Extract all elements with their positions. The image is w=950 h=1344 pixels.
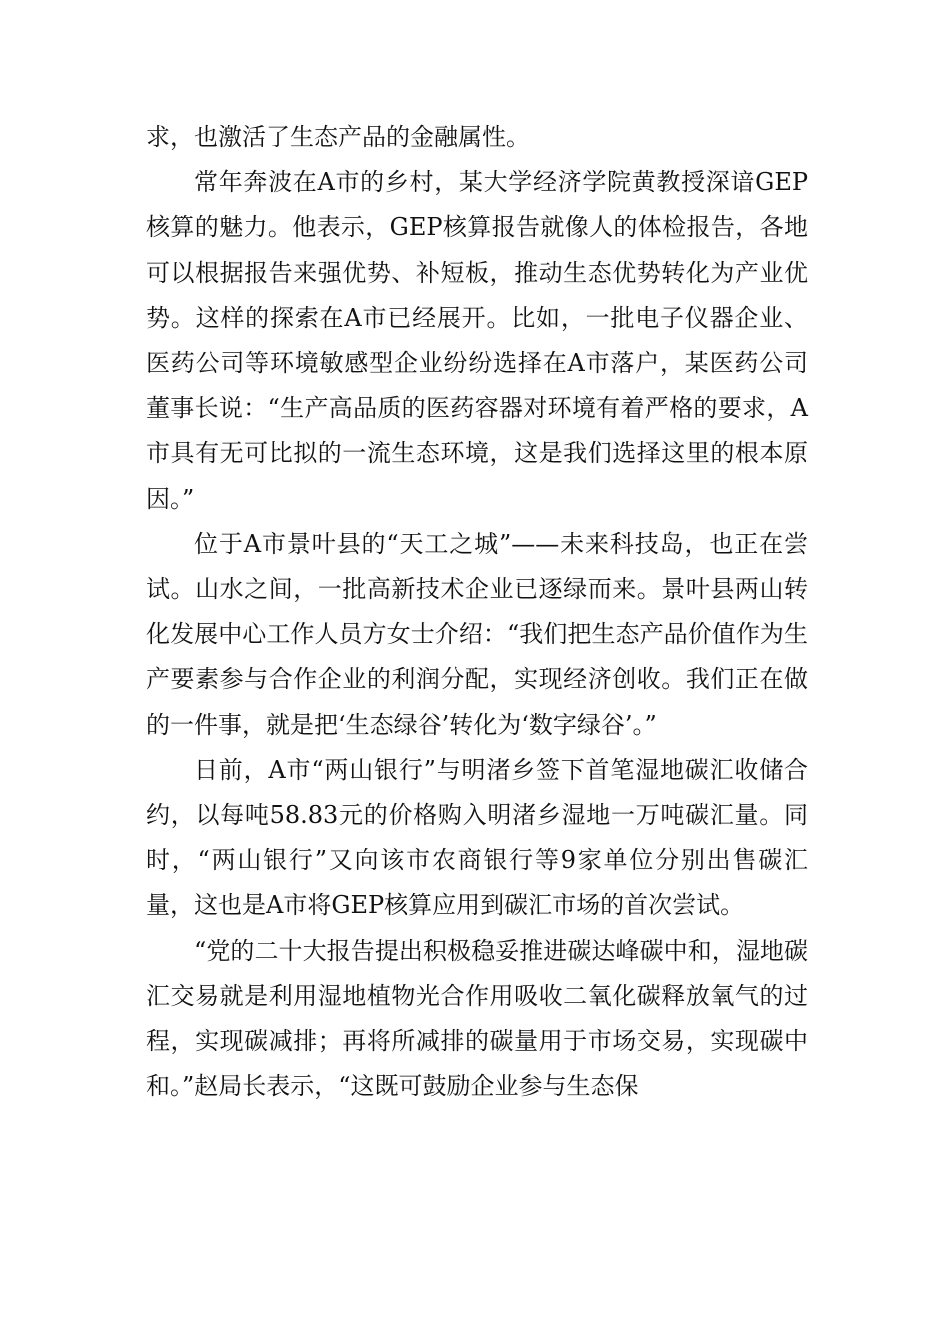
paragraph-carbon-sink-contract: 日前，A市“两山银行”与明渚乡签下首笔湿地碳汇收储合约，以每吨58.83元的价格购入明渚乡湿地一万吨碳汇量。同时，“两山银行”又向该市农商银行等9家单位分别出售碳汇量，这也是A市将GEP核算应用到碳汇市场的首次尝试。 [146, 755, 808, 920]
paragraph-continuation: 求，也激活了生态产品的金融属性。 [146, 123, 530, 151]
paragraph-future-tech-island: 位于A市景叶县的“天工之城”——未来科技岛，也正在尝试。山水之间，一批高新技术企业已逐绿而来。景叶县两山转化发展中心工作人员方女士介绍：“我们把生态产品价值作为生产要素参与合作企业的利润分配，实现经济创收。我们正在做的一件事，就是把‘生态绿谷’转化为‘数字绿谷’。” [146, 529, 808, 739]
document-body [146, 115, 808, 1109]
paragraph-professor-huang: 常年奔波在A市的乡村，某大学经济学院黄教授深谙GEP核算的魅力。他表示，GEP核算报告就像人的体检报告，各地可以根据报告来强优势、补短板，推动生态优势转化为产业优势。这样的探索在A市已经展开。比如，一批电子仪器企业、医药公司等环境敏感型企业纷纷选择在A市落户，某医药公司董事长说：“生产高品质的医药容器对环境有着严格的要求，A市具有无可比拟的一流生态环境，这是我们选择这里的根本原因。” [146, 168, 808, 513]
paragraph-carbon-neutrality-quote: “党的二十大报告提出积极稳妥推进碳达峰碳中和，湿地碳汇交易就是利用湿地植物光合作用吸收二氧化碳释放氧气的过程，实现碳减排；再将所减排的碳量用于市场交易，实现碳中和。”赵局长表示，“这既可鼓励企业参与生态保 [146, 936, 808, 1101]
